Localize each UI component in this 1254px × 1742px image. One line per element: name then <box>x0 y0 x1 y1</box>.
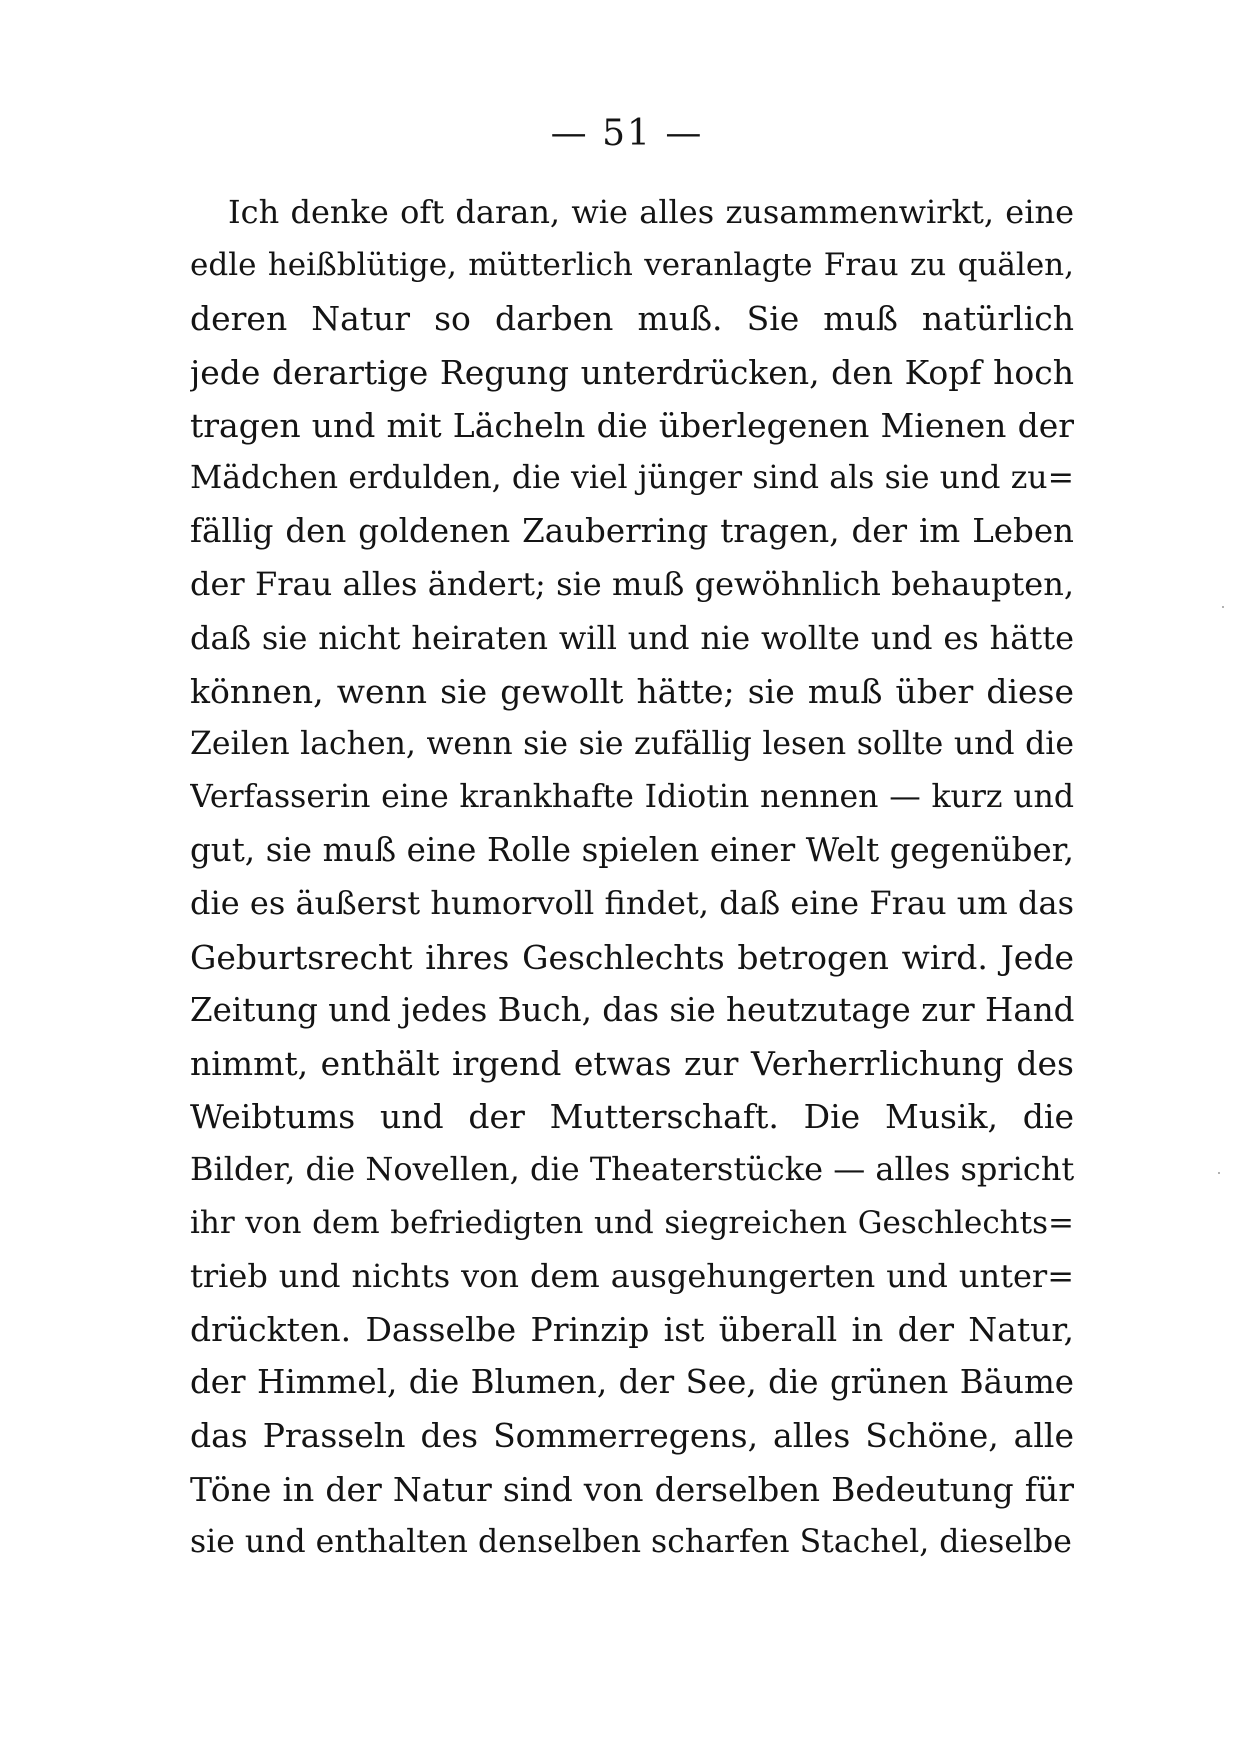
text-line: deren Natur so darben muß. Sie muß natürlich <box>190 299 1074 339</box>
text-line: edle heißblütige, mütterlich veranlagte Frau zu quälen, <box>190 247 1074 284</box>
text-line: ihr von dem befriedigten und siegreichen Geschlechts= <box>190 1204 1074 1241</box>
text-line: fällig den goldenen Zauberring tragen, der im Leben <box>190 512 1074 551</box>
text-line: Bilder, die Novellen, die Theaterstücke — alles spricht <box>190 1150 1074 1189</box>
text-line: Mädchen erdulden, die viel jünger sind als sie und zu= <box>190 459 1074 496</box>
text-line: der Himmel, die Blumen, der See, die grünen Bäume <box>190 1363 1074 1402</box>
scan-speck <box>1218 1172 1220 1174</box>
text-line: Zeitung und jedes Buch, das sie heutzutage zur Hand <box>190 990 1074 1029</box>
text-line: Ich denke oft daran, wie alles zusammenwirkt, eine <box>228 193 1074 231</box>
scan-speck <box>1222 606 1224 608</box>
text-line: Weibtums und der Mutterschaft. Die Musik, die <box>190 1097 1074 1137</box>
text-line: daß sie nicht heiraten will und nie wollte und es hätte <box>190 618 1074 657</box>
page-number: — 51 — <box>550 113 704 154</box>
text-line: jede derartige Regung unterdrücken, den Kopf hoch <box>190 352 1074 392</box>
text-line: Geburtsrecht ihres Geschlechts betrogen wird. Jede <box>190 937 1074 977</box>
text-line: der Frau alles ändert; sie muß gewöhnlich behaupten, <box>190 565 1074 604</box>
text-line: Verfasserin eine krankhafte Idiotin nennen — kurz und <box>190 779 1074 816</box>
body-text <box>190 186 1074 1569</box>
text-line: gut, sie muß eine Rolle spielen einer Welt gegenüber, <box>190 831 1074 870</box>
text-line: Töne in der Natur sind von derselben Bedeutung für <box>190 1469 1074 1509</box>
text-line: können, wenn sie gewollt hätte; sie muß über diese <box>190 671 1074 711</box>
text-line: die es äußerst humorvoll findet, daß eine Frau um das <box>190 884 1074 923</box>
text-line: nimmt, enthält irgend etwas zur Verherrlichung des <box>190 1044 1074 1083</box>
text-line: Zeilen lachen, wenn sie sie zufällig lesen sollte und die <box>190 725 1074 762</box>
text-line: das Prasseln des Sommerregens, alles Schöne, alle <box>190 1416 1074 1456</box>
text-line: tragen und mit Lächeln die überlegenen Mienen der <box>190 405 1074 445</box>
text-line: sie und enthalten denselben scharfen Stachel, dieselbe <box>190 1523 1072 1560</box>
text-line: trieb und nichts von dem ausgehungerten und unter= <box>190 1256 1074 1295</box>
text-line: drückten. Dasselbe Prinzip ist überall in der Natur, <box>190 1309 1074 1349</box>
